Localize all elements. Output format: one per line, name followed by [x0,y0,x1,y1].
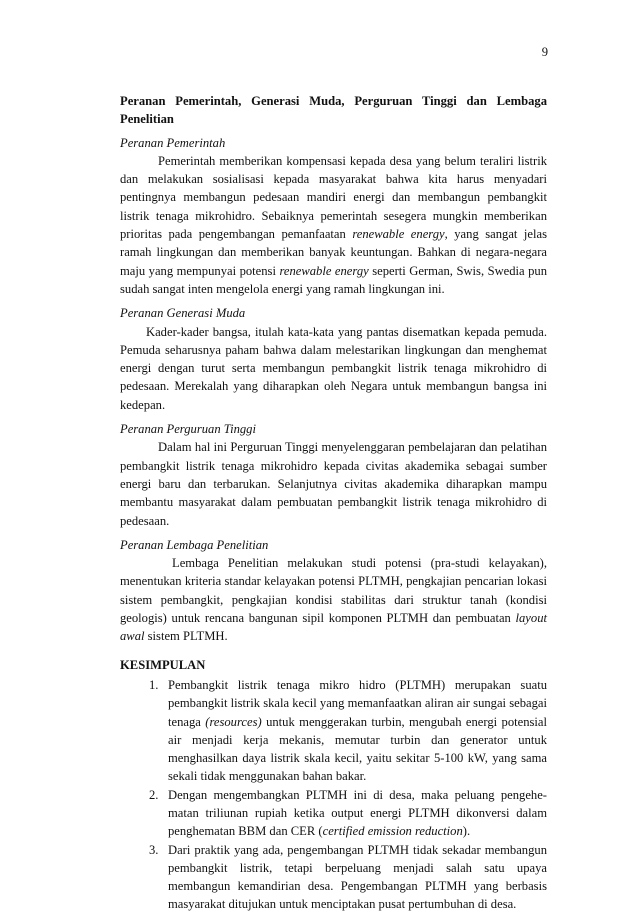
conclusion-text: Pembangkit listrik tenaga mikro hidro (PLTMH) merupakan suatu pembangkit listrik skala kecil yang memanfaatkan aliran air sungai sebagai tenaga (resources) untuk menggerakan turbin, mengubah energi potensial air menjadi kerja mekanis, memutar turbin dan generator untuk menghasilkan daya listrik skala kecil, yaitu sekitar 5-100 kW, yang sama sekali tidak menggunakan bahan bakar. [168,677,547,784]
paragraph-youth: Kader-kader bangsa, itulah kata-kata yang pantas disematkan kepada pemuda. Pemuda seharusnya paham bahwa dalam melestarikan lingkungan dan menghemat energi dengan turut serta membangun pembangkit listrik tenaga mikrohidro di pedesaan. Merekalah yang diharapkan oleh Negara untuk membangun bangsa ini kedepan. [120,324,547,412]
subsection-heading-university: Peranan Perguruan Tinggi [120,422,256,437]
subsection-research [120,536,547,646]
conclusion-item-3 [120,841,547,914]
conclusion-text: Dengan mengembangkan PLTMH ini di desa, maka peluang pengehe-matan triliunan rupiah ketika output energi PLTMH dikonversi dalam penghematan BBM dan CER (certified emission reduction). [168,787,547,839]
italic-term: renewable energy [279,263,369,278]
subsection-university [120,420,547,530]
paragraph-government: Pemerintah memberikan kompensasi kepada desa yang belum teraliri listrik dan melakukan sosialisasi kepada masyarakat bahwa kita harus menyadari pentingnya membangun pedesaan mandiri energi dan membangun pembangkit listrik tenaga mikrohidro. Sebaiknya pemerintah sesegera mungkin memberikan prioritas pada pengembangan pemanfaatan renewable energy, yang sangat jelas ramah lingkungan dan memberikan banyak keuntungan. Bahkan di negara-negara maju yang mempunyai potensi renewable energy seperti German, Swis, Swedia pun sudah sangat inten mengelola energi yang ramah lingkungan ini. [120,153,548,296]
italic-term: renewable energy [352,227,445,242]
italic-term: layout awal [120,611,547,644]
subsection-heading-research: Peranan Lembaga Penelitian [120,537,269,552]
paragraph-university: Dalam hal ini Perguruan Tinggi menyelenggaran pembelajaran dan pelatihan pembangkit listrik tenaga mikrohidro kepada civitas akademika sebagai sumber energi baru dan terbarukan. Selanjutnya civitas akademika diharapkan mampu membantu masyarakat dalam pembuatan pembangkit listrik tenaga mikrohidro di pedesaan. [120,440,547,528]
document-body [120,92,547,914]
subsection-government [120,134,547,299]
italic-term: (resources) [205,714,262,729]
conclusion-number: 1. [149,677,159,692]
italic-term: certified emission reduction [322,824,463,839]
conclusion-item-2 [120,786,547,841]
page-number: 9 [541,45,548,59]
conclusion-number: 3. [149,842,159,857]
paragraph-research: Lembaga Penelitian melakukan studi potensi (pra-studi kelayakan), menentukan kriteria standar kelayakan potensi PLTMH, pengkajian pencarian lokasi sistem pembangkit, pengkajian kondisi stabilitas dari struktur tanah (kondisi geologis) untuk rencana bangunan sipil komponen PLTMH dan pembuatan layout awal sistem PLTMH. [120,556,547,644]
conclusion-list [120,676,547,914]
conclusion-item-1 [120,676,547,786]
conclusion-heading: KESIMPULAN [120,657,206,672]
subsection-heading-government: Peranan Pemerintah [120,135,226,150]
section-heading: Peranan Pemerintah, Generasi Muda, Perguruan Tinggi dan Lembaga Penelitian [120,94,547,127]
conclusion-text: Dari praktik yang ada, pengembangan PLTMH tidak sekadar membangun pembangkit listrik, tetapi berpeluang menjadi salah satu upaya membangun kemandirian desa. Pengembangan PLTMH yang berbasis masyarakat ditujukan untuk menciptakan pusat pertumbuhan di desa. [168,842,547,912]
subsection-youth [120,304,547,414]
conclusion-number: 2. [149,787,159,802]
subsection-heading-youth: Peranan Generasi Muda [120,306,246,321]
